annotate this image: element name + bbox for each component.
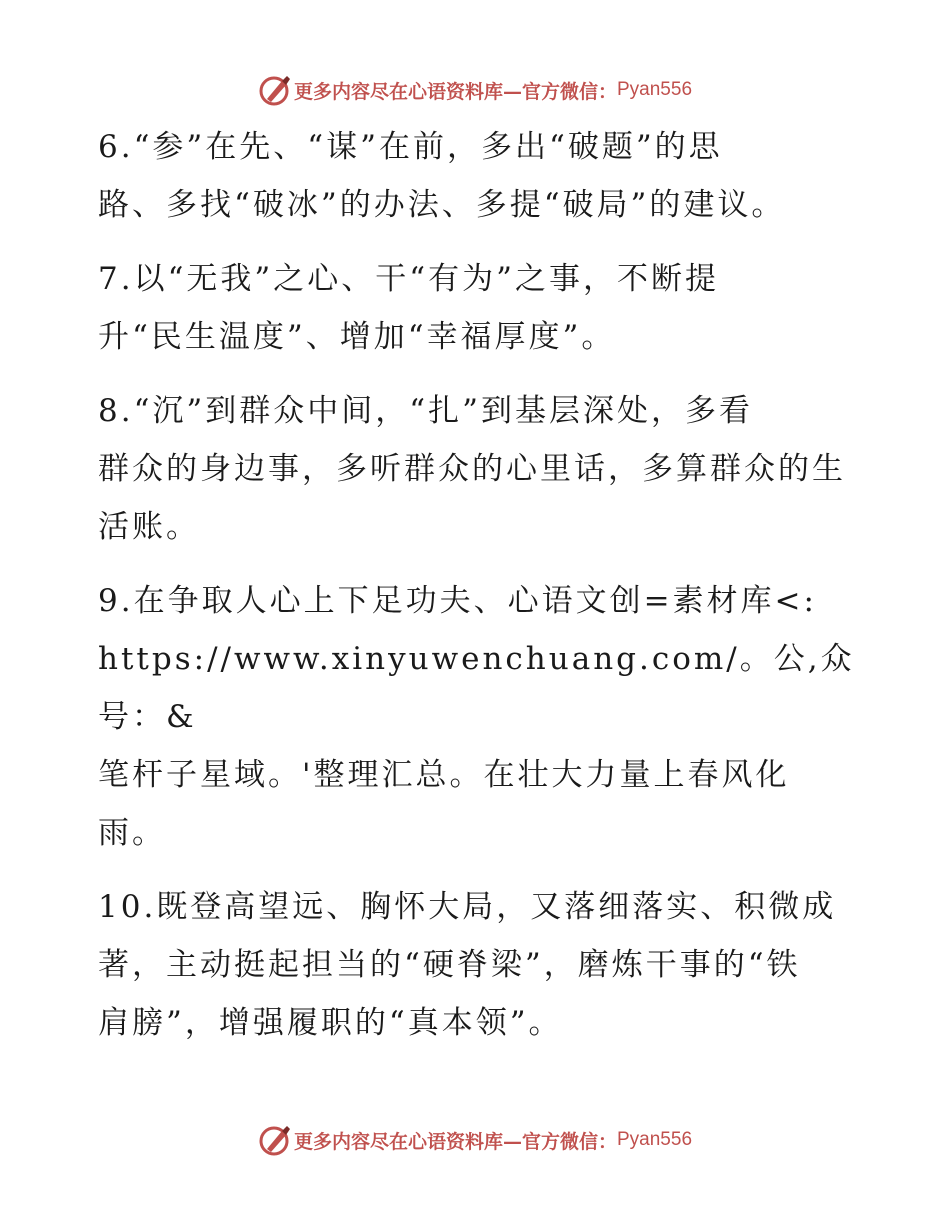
footer-banner-wechat-id: Pyan556	[617, 1129, 693, 1150]
paragraph-line: 著，主动挺起担当的“硬脊梁”，磨炼干事的“铁	[98, 947, 801, 983]
paragraph-6	[98, 118, 858, 234]
paragraph-10	[98, 878, 858, 1052]
paragraph-line: 路、多找“破冰”的办法、多提“破局”的建议。	[98, 187, 786, 223]
paragraph-line-url: https://www.xinyuwenchuang.com/。公,众号：&	[98, 641, 855, 735]
paragraph-line: 雨。	[98, 815, 166, 851]
header-banner	[0, 70, 950, 110]
paragraph-line: 升“民生温度”、增加“幸福厚度”。	[98, 319, 616, 355]
header-banner-text: 更多内容尽在心语资料库—官方微信：	[293, 80, 617, 103]
footer-banner-text: 更多内容尽在心语资料库—官方微信：	[293, 1130, 617, 1153]
paragraph-line: 活账。	[98, 509, 200, 545]
header-banner-wechat-id: Pyan556	[617, 79, 693, 100]
paragraph-line: 7.以“无我”之心、干“有为”之事，不断提	[98, 261, 719, 297]
paragraph-9	[98, 572, 858, 862]
pen-logo-icon	[258, 1123, 292, 1157]
paragraph-8	[98, 382, 858, 556]
paragraph-line: 群众的身边事，多听群众的心里话，多算群众的生	[98, 451, 846, 487]
paragraph-line: 8.“沉”到群众中间，“扎”到基层深处，多看	[98, 393, 753, 429]
paragraph-line: 10.既登高望远、胸怀大局，又落细落实、积微成	[98, 889, 837, 925]
document-body	[98, 118, 858, 1068]
paragraph-line: 9.在争取人心上下足功夫、心语文创=素材库<:	[98, 583, 817, 619]
paragraph-line: 肩膀”，增强履职的“真本领”。	[98, 1005, 563, 1041]
paragraph-7	[98, 250, 858, 366]
paragraph-line: 笔杆子星域。'整理汇总。在壮大力量上春风化	[98, 757, 790, 793]
paragraph-line: 6.“参”在先、“谋”在前，多出“破题”的思	[98, 129, 723, 165]
footer-banner	[0, 1120, 950, 1160]
pen-logo-icon	[258, 73, 292, 107]
